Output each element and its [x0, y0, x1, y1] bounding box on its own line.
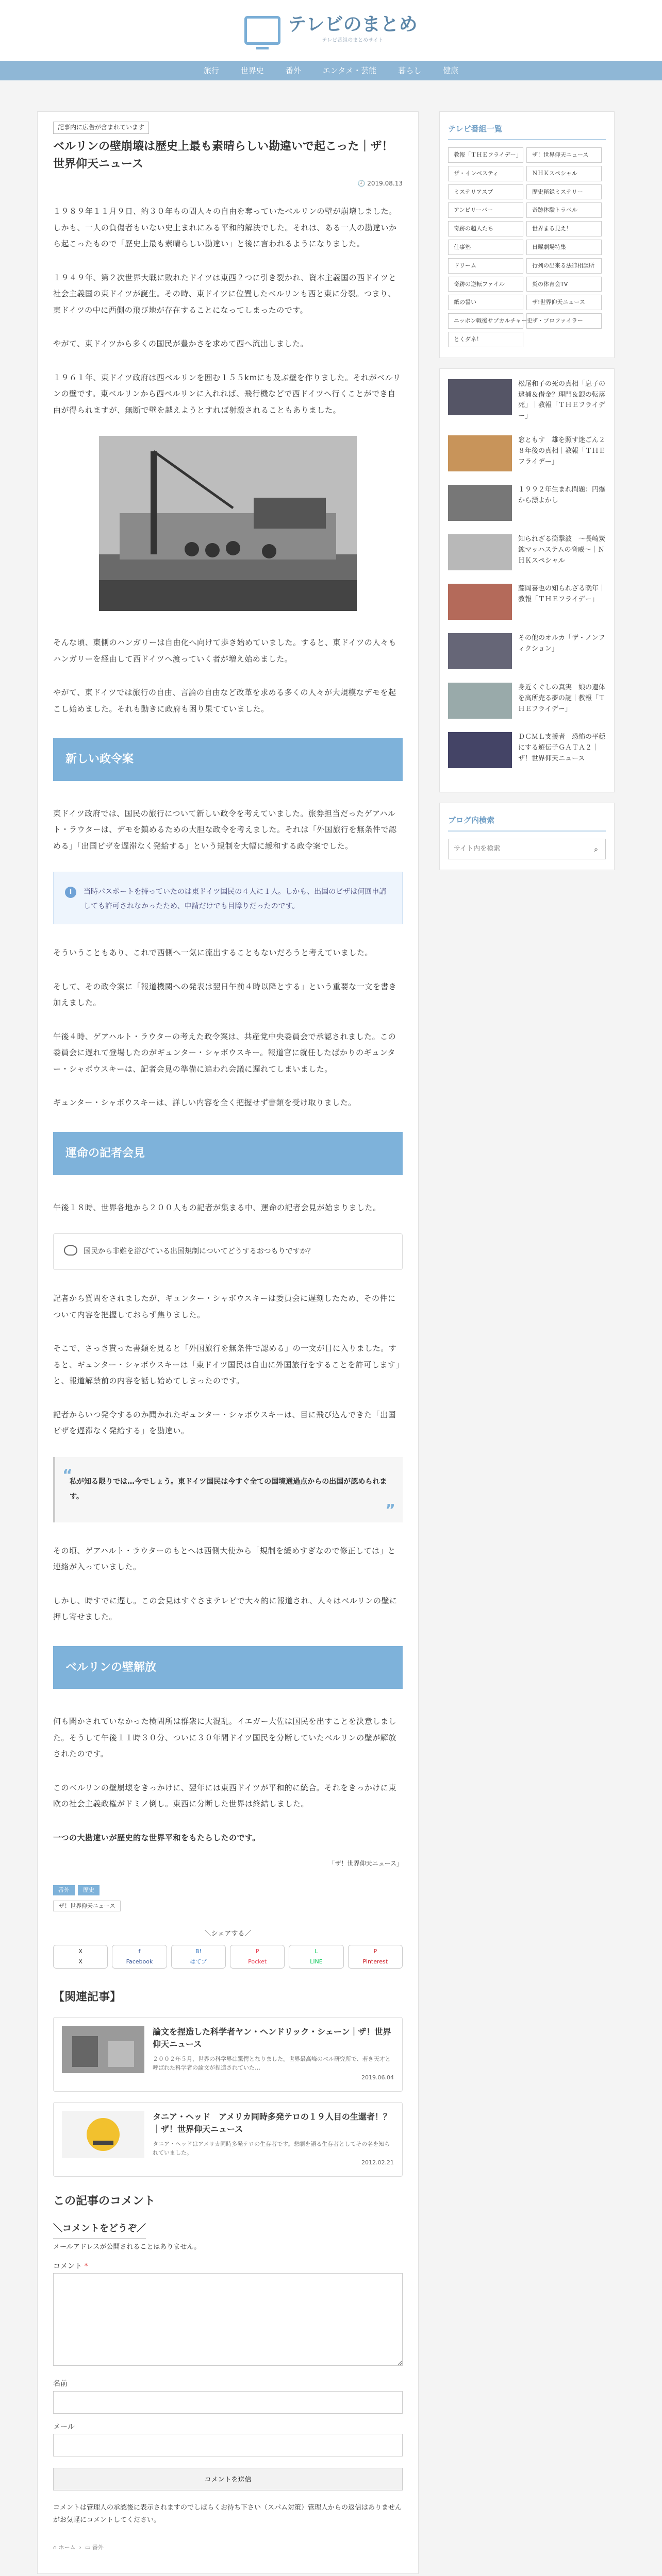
source-note: 「ザ！世界仰天ニュース」	[328, 1860, 403, 1868]
popular-title[interactable]: 藤岡喜也の知られざる晩年｜教報「ＴＨＥフライデー」	[518, 584, 606, 603]
tv-logo-icon[interactable]	[244, 16, 280, 45]
nav-item[interactable]: エンタメ・芸能	[322, 65, 377, 75]
popular-thumbnail	[448, 633, 512, 669]
related-excerpt: タニア・ヘッドはアメリカ同時多発テロの生存者です。悲劇を語る生存者としてその名を知られていました。	[153, 2140, 390, 2157]
search-widget	[439, 803, 615, 870]
paragraph: 記者からいつ発令するのか聞かれたギュンター・シャボウスキーは、目に飛び込んできた「出国ビザを遅滞なく発給する」を勘違い。	[53, 1410, 396, 1436]
search-icon[interactable]: ⌕	[594, 845, 598, 854]
paragraph: １９８９年１１月９日、約３０年もの間人々の自由を奪っていたベルリンの壁が崩壊しました。しかも、一人の負傷者もいない史上まれにみる平和的解決でした。それは、ある一人の勘違いから起こったもので「歴史上最も素晴らしい勘違い」と後に言われるようになりました。	[53, 207, 397, 249]
speech-bubble-icon	[64, 1245, 77, 1256]
email-label: メール	[53, 2422, 75, 2431]
category-item[interactable]: 仕事塾	[448, 240, 523, 255]
paragraph: そんな頃、東側のハンガリーは自由化へ向けて歩き始めていました。すると、東ドイツの人々もハンガリーを経由して西ドイツへ渡っていく者が増え始めました。	[53, 638, 396, 664]
popular-title[interactable]: 知られざる衝撃波 〜長崎炭鉱マッハステムの脅威〜｜ＮＨＫスペシャル	[518, 535, 606, 565]
popular-thumbnail	[448, 379, 512, 415]
comment-label: コメント *	[53, 2262, 88, 2271]
popular-title[interactable]: その他のオルカ「ザ・ノンフィクション」	[518, 634, 605, 653]
paragraph: 午後４時、ゲアハルト・ラウターの考えた政令案は、共産党中央委員会で承認されました。この委員会に遅れて登場したのがギュンター・シャボウスキー。報道官に就任したばかりのギュンター・シャボウスキーは、記者会見の準備に追われ会議に遅れてしまいました。	[53, 1031, 396, 1074]
nav-item[interactable]: 旅行	[203, 65, 219, 75]
info-box: i 当時パスポートを持っていたのは東ドイツ国民の４人に１人。しかも、出国のビザは何回申請しても許可されなかったため、申請だけでも目障りだったのです。	[53, 872, 403, 924]
site-subtitle: テレビ番組のまとめサイト	[322, 38, 384, 43]
category-item[interactable]: ザ・インベスティ	[448, 166, 523, 181]
search-input[interactable]	[449, 839, 587, 859]
comments-note: メールアドレスが公開されることはありません。	[53, 2243, 201, 2251]
paragraph: そこで、さっき貰った書類を見ると「外国旅行を無条件で認める」の一文が目に入りました。すると、ギュンター・シャボウスキーは「東ドイツ国民は自由に外国旅行をすることを許可します」と、報道解禁前の内容を話し始めてしまったのです。	[53, 1344, 400, 1386]
popular-title[interactable]: ＤＣＭＬ支援者 恐怖の平穏にする遊伝子ＧＡＴＡ２｜ザ！世界仰天ニュース	[518, 733, 606, 762]
category-item[interactable]: 日曜劇場特集	[526, 240, 602, 255]
submit-comment-button[interactable]: コメントを送信	[53, 2468, 403, 2490]
sidebar	[439, 111, 615, 880]
paragraph: ギュンター・シャボウスキーは、詳しい内容を全く把握せず書類を受け取りました。	[53, 1098, 356, 1108]
home-icon: ⌂	[53, 2544, 57, 2551]
breadcrumb: ⌂ ホーム › ▭ 番外	[53, 2544, 104, 2551]
paragraph: 午後１８時、世界各地から２００人もの記者が集まる中、運命の記者会見が始まりました。	[53, 1202, 381, 1212]
tag-link[interactable]: 歴史	[78, 1885, 100, 1895]
paragraph: そして、その政令案に「報道機関への発表は翌日午前４時以降とする」という重要な一文を書き加えました。	[53, 981, 397, 1008]
paragraph: １９６１年、東ドイツ政府は西ベルリンを囲む１５５kmにも及ぶ壁を作りました。それがベルリンの壁です。東ベルリンから西ベルリンに入れれば、飛行機などで西ドイツへ行くことができ自由が得られますが、無断で壁を越えようとすれば射殺されることもありました。	[53, 372, 401, 415]
popular-title[interactable]: １９９２年生まれ問題：円爆から漂よかし	[518, 485, 606, 504]
paragraph: その頃、ゲアハルト・ラウターのもとへは西側大使から「規制を緩めすぎなので修正しては」と連絡が入っていました。	[53, 1546, 396, 1572]
breadcrumb-home[interactable]: ホーム	[58, 2544, 76, 2551]
nav-item[interactable]: 番外	[285, 65, 301, 75]
category-item[interactable]: ミステリアスブ	[448, 184, 523, 200]
category-item[interactable]: 紙の誓い	[448, 295, 523, 310]
article-body	[53, 204, 403, 1869]
quote-close-icon: ”	[385, 1501, 395, 1519]
category-item[interactable]: ザ!世界仰天ニュース	[526, 295, 602, 310]
widget-title: ブログ内検索	[448, 814, 606, 832]
paragraph: このベルリンの壁崩壊をきっかけに、翌年には東西ドイツが平和的に統合。それをきっかけに東欧の社会主義政権がドミノ倒し。東西に分断した世界は終結しました。	[53, 1783, 396, 1809]
category-item[interactable]: アンビリーバー	[448, 202, 523, 218]
related-thumbnail	[62, 2111, 144, 2158]
category-item[interactable]: 歴史秘録ミステリー	[526, 184, 602, 200]
tag-link[interactable]: ザ！世界仰天ニュース	[53, 1901, 121, 1912]
category-item[interactable]: ザ！世界仰天ニュース	[526, 147, 602, 163]
berlin-wall-photo	[99, 436, 357, 611]
share-x-button[interactable]: X X	[53, 1945, 108, 1969]
widget-title: テレビ番組一覧	[448, 122, 606, 140]
speech-box: 国民から非難を浴びている出国規制についてどうするおつもりですか？	[53, 1233, 403, 1270]
paragraph: そういうこともあり、これで西側へ一気に流出することもないだろうと考えていました。	[53, 948, 373, 958]
related-date: 2019.06.04	[361, 2074, 394, 2081]
paragraph: 一つの大勘違いが歴史的な世界平和をもたらしたのです。	[53, 1833, 260, 1842]
category-item[interactable]: 教報「ＴＨＥフライデー」	[448, 147, 523, 163]
share-facebook-button[interactable]: f Facebook	[112, 1945, 167, 1969]
article-date: 🕘 2019.08.13	[357, 179, 403, 187]
category-item[interactable]: 行列の出来る法律相談所	[526, 258, 602, 274]
popular-thumbnail	[448, 683, 512, 719]
share-buttons	[53, 1945, 403, 1969]
comments-title: この記事のコメント	[53, 2194, 156, 2208]
related-card[interactable]	[53, 2017, 403, 2092]
section-heading: 新しい政令案	[53, 738, 403, 781]
comment-textarea[interactable]	[53, 2273, 403, 2366]
category-item[interactable]: ＮＨＫスペシャル	[526, 166, 602, 181]
article-title: ベルリンの壁崩壊は歴史上最も素晴らしい勘違いで起こった｜ザ！世界仰天ニュース	[53, 140, 393, 171]
popular-widget	[439, 368, 615, 792]
share-hatena-button[interactable]: B! はてブ	[171, 1945, 226, 1969]
popular-post[interactable]	[448, 379, 606, 422]
popular-title[interactable]: 松尾和子の死の真相「息子の逮捕＆借金？理門＆銀の転落死」｜教報「ＴＨＥフライデー」	[518, 380, 606, 420]
category-item[interactable]: ニッポン戦後サブカルチャー史	[448, 313, 523, 329]
comments-lead: ＼コメントをどうぞ／	[53, 2221, 146, 2239]
ad-notice: 記事内に広告が含まれています	[53, 122, 149, 134]
share-pocket-button[interactable]: P Pocket	[230, 1945, 285, 1969]
related-thumbnail	[62, 2026, 144, 2073]
nav-item[interactable]: 暮らし	[398, 65, 422, 75]
paragraph: しかし、時すでに遅し。この会見はすぐさまテレビで大々的に報道され、人々はベルリンの壁に押し寄せました。	[53, 1596, 398, 1622]
global-nav	[0, 61, 662, 80]
popular-post[interactable]	[448, 435, 606, 471]
quote-open-icon: “	[62, 1466, 73, 1484]
category-item[interactable]: 世界まる見え！	[526, 221, 602, 236]
popular-title[interactable]: 窓ともす 雄を照す迷ごん２８年後の真相｜教報「ＴＨＥフライデー」	[518, 436, 606, 466]
tag-link[interactable]: 番外	[53, 1885, 75, 1895]
category-item[interactable]: 奇跡の超人たち	[448, 221, 523, 236]
related-title-text[interactable]: 論文を捏造した科学者ヤン・ヘンドリック・シェーン｜ザ！世界仰天ニュース	[153, 2026, 391, 2049]
category-widget	[439, 111, 615, 358]
popular-post[interactable]	[448, 732, 606, 768]
article	[37, 111, 419, 2574]
name-label: 名前	[53, 2380, 68, 2388]
share-title: ＼シェアする／	[204, 1929, 252, 1938]
tag-list	[53, 1885, 403, 1895]
section-heading: ベルリンの壁解放	[53, 1646, 403, 1689]
popular-thumbnail	[448, 485, 512, 521]
search-box	[448, 839, 606, 859]
nav-item[interactable]: 健康	[443, 65, 459, 75]
popular-post[interactable]	[448, 683, 606, 719]
breadcrumb-category[interactable]: 番外	[92, 2544, 104, 2551]
popular-thumbnail	[448, 435, 512, 471]
related-excerpt: ２００２年５月、世界の科学界は驚愕となりました。世界最高峰のベル研究所で、若き天才と呼ばれた科学者の論文が捏造されていた…	[153, 2055, 391, 2072]
category-item[interactable]: ザ・プロファイラー	[526, 313, 602, 329]
popular-thumbnail	[448, 534, 512, 570]
related-title-text[interactable]: タニア・ヘッド アメリカ同時多発テロの１９人目の生還者！？｜ザ！世界仰天ニュース	[153, 2111, 391, 2134]
site-title[interactable]: テレビのまとめ	[288, 14, 418, 35]
category-list	[448, 147, 606, 347]
paragraph: １９４９年、第２次世界大戦に敗れたドイツは東西２つに引き裂かれ、資本主義国の西ドイツと社会主義国の東ドイツが誕生。その時、東ドイツに位置したベルリンも西と東に分裂。つまり、東ドイツの中に西側の飛び地が存在することになってしまったのです。	[53, 273, 396, 315]
popular-post[interactable]	[448, 633, 606, 669]
folder-icon: ▭	[85, 2544, 91, 2551]
related-card[interactable]	[53, 2102, 403, 2177]
paragraph: やがて、東ドイツでは旅行の自由、言論の自由など改革を求める多くの人々が大規模なデモを起こし始めました。それも動きに政府も困り果てていました。	[53, 688, 396, 714]
name-input[interactable]	[53, 2391, 403, 2414]
paragraph: 記者から質問をされましたが、ギュンター・シャボウスキーは委員会に遅刻したため、その件について内容を把握しておらず焦りました。	[53, 1294, 396, 1319]
category-item[interactable]: 炎の体育会TV	[526, 277, 602, 292]
paragraph: 何も聞かされていなかった検問所は群衆に大混乱。イエガー大佐は国民を出すことを決意しました。そうして午後１１時３０分、ついに３０年間ドイツ国民を分断していたベルリンの壁が解放されたのです。	[53, 1717, 396, 1759]
category-item[interactable]: とくダネ！	[448, 332, 523, 347]
nav-item[interactable]: 世界史	[240, 65, 264, 75]
info-icon: i	[65, 887, 76, 898]
email-input[interactable]	[53, 2434, 403, 2456]
related-title: 【関連記事】	[53, 1991, 122, 2004]
paragraph: 東ドイツ政府では、国民の旅行について新しい政令を考えていました。旅券担当だったゲアハルト・ラウターは、デモを鎮めるための大胆な政令を考えました。それは「外国旅行を無条件で認める」「出国ビザを遅滞なく発給する」という規制を大幅に緩和する政令案でした。	[53, 808, 397, 851]
category-item[interactable]: ドリーム	[448, 258, 523, 274]
category-item[interactable]: 奇跡の逆転ファイル	[448, 277, 523, 292]
popular-post[interactable]	[448, 485, 606, 521]
category-item[interactable]: 奇跡体験トラベル	[526, 202, 602, 218]
popular-thumbnail	[448, 584, 512, 620]
paragraph: やがて、東ドイツから多くの国民が豊かさを求めて西へ流出しました。	[53, 339, 308, 349]
related-date: 2012.02.21	[361, 2159, 394, 2166]
popular-title[interactable]: 身近くぐしの真実 娘の遺体を高所売る夢の謎｜教報「ＴＨＥフライデー」	[518, 683, 606, 713]
site-header	[0, 0, 662, 61]
share-pinterest-button[interactable]: P Pinterest	[348, 1945, 403, 1969]
blockquote: “ 私が知る限りでは…今でしょう。東ドイツ国民は今すぐ全ての国境通過点からの出国が認められます。 ”	[53, 1457, 403, 1522]
moderation-note: コメントは管理人の承認後に表示されますのでしばらくお待ち下さい（スパム対策）管理人からの返信はありませんがお気軽にコメントしてください。	[53, 2503, 402, 2524]
share-line-button[interactable]: L LINE	[289, 1945, 343, 1969]
popular-post[interactable]	[448, 584, 606, 620]
popular-thumbnail	[448, 732, 512, 768]
section-heading: 運命の記者会見	[53, 1132, 403, 1175]
popular-post[interactable]	[448, 534, 606, 570]
